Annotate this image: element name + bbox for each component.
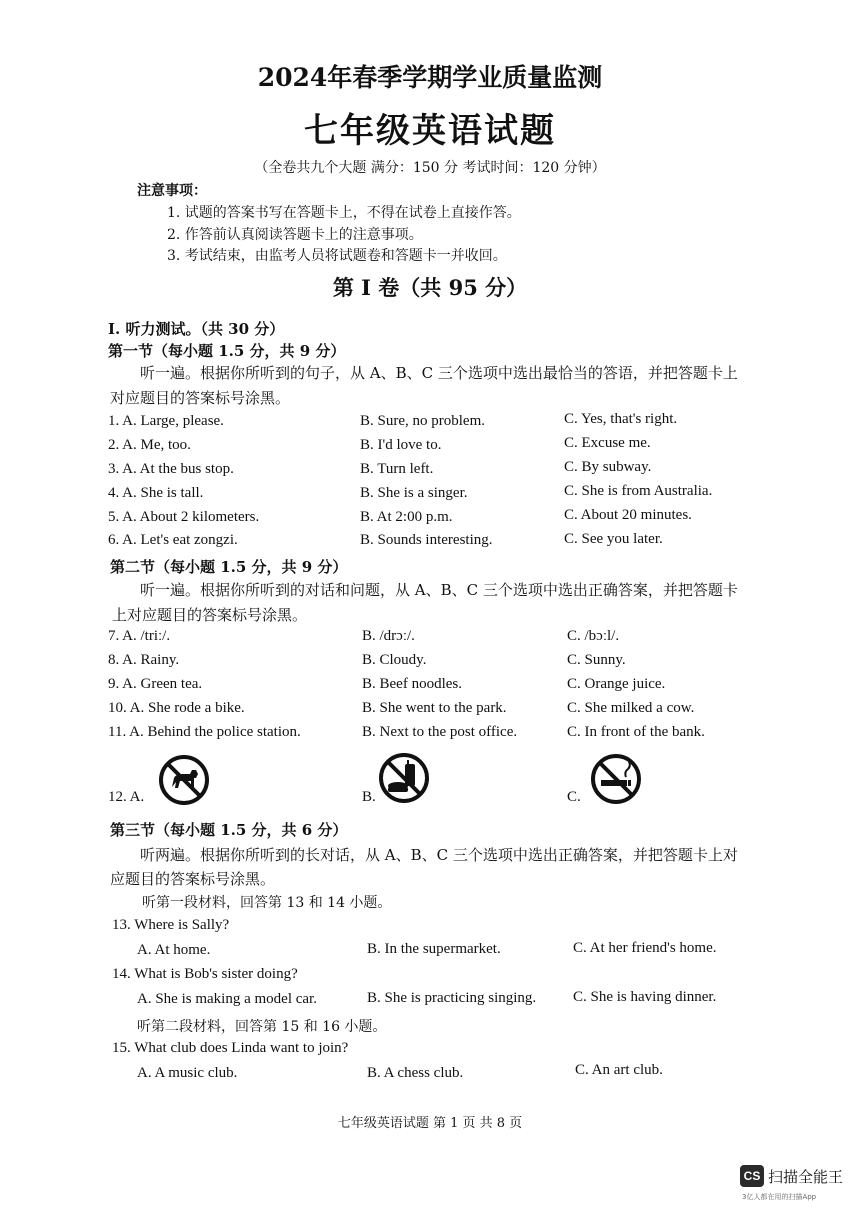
volume-title: 第 I 卷（共 95 分） (332, 275, 528, 300)
option-a: A. She is making a model car. (137, 991, 317, 1007)
option-b: B. Next to the post office. (362, 724, 518, 740)
section-heading: 第一节（每小题 1.5 分，共 9 分） (108, 342, 346, 360)
option-a: A. At home. (137, 942, 211, 958)
option-a: 6. A. Let's eat zongzi. (108, 532, 238, 548)
option-a: 7. A. /triː/. (108, 628, 171, 644)
option-b: B. Turn left. (360, 461, 434, 477)
option-a: A. A music club. (137, 1065, 238, 1081)
option-a: 5. A. About 2 kilometers. (108, 509, 260, 525)
option-b: B. Sure, no problem. (360, 413, 485, 429)
option-b: B. I'd love to. (360, 437, 442, 453)
no-dogs-sign-icon (158, 754, 210, 806)
exam-title: 2024年春季学期学业质量监测 (257, 63, 603, 92)
question-stem: 13. Where is Sally? (112, 917, 230, 933)
option-a: 8. A. Rainy. (108, 652, 180, 668)
option-c: C. Orange juice. (567, 676, 666, 692)
option-c: C. Sunny. (567, 652, 626, 668)
section-instruction: 听一遍。根据你所听到的句子，从 A、B、C 三个选项中选出最恰当的答语，并把答题卡上 (140, 364, 738, 382)
part-heading: I. 听力测试。（共 30 分） (108, 320, 285, 338)
notice-item: 2. 作答前认真阅读答题卡上的注意事项。 (167, 227, 423, 243)
notice-heading: 注意事项： (137, 183, 207, 199)
watermark-app-name: 扫描全能王 (768, 1168, 844, 1186)
option-b: B. Sounds interesting. (360, 532, 493, 548)
listening-material-note: 听第二段材料，回答第 15 和 16 小题。 (137, 1019, 387, 1035)
option-c: C. She is from Australia. (564, 483, 713, 499)
option-a: 12. A. (108, 789, 145, 805)
option-a: 1. A. Large, please. (108, 413, 224, 429)
option-b: B. Cloudy. (362, 652, 427, 668)
option-c: C. /bɔːl/. (567, 628, 620, 644)
watermark-tagline: 3亿人都在用的扫描App (742, 1193, 817, 1201)
option-a: 3. A. At the bus stop. (108, 461, 234, 477)
section-heading: 第三节（每小题 1.5 分，共 6 分） (110, 821, 348, 839)
option-c: C. In front of the bank. (567, 724, 705, 740)
camscanner-logo-icon: CS (740, 1165, 764, 1187)
question-stem: 15. What club does Linda want to join? (112, 1040, 349, 1056)
option-b: B. A chess club. (367, 1065, 464, 1081)
notice-item: 1. 试题的答案书写在答题卡上，不得在试卷上直接作答。 (167, 205, 521, 221)
option-a: 11. A. Behind the police station. (108, 724, 301, 740)
exam-subject-title: 七年级英语试题 (304, 111, 556, 151)
option-a: 10. A. She rode a bike. (108, 700, 245, 716)
section-instruction: 上对应题目的答案标号涂黑。 (112, 606, 308, 624)
exam-info: （全卷共九个大题 满分：150 分 考试时间：120 分钟） (254, 160, 606, 176)
option-c: C. At her friend's home. (573, 940, 717, 956)
section-heading: 第二节（每小题 1.5 分，共 9 分） (110, 558, 348, 576)
option-c: C. See you later. (564, 531, 663, 547)
option-c: C. About 20 minutes. (564, 507, 692, 523)
option-b: B. She is practicing singing. (367, 990, 537, 1006)
notice-item: 3. 考试结束，由监考人员将试题卷和答题卡一并收回。 (167, 248, 507, 264)
option-c: C. Excuse me. (564, 435, 651, 451)
option-c: C. By subway. (564, 459, 652, 475)
option-b: B. Beef noodles. (362, 676, 462, 692)
option-c: C. (567, 789, 581, 805)
option-b: B. (362, 789, 376, 805)
option-c: C. She is having dinner. (573, 989, 717, 1005)
section-instruction: 应题目的答案标号涂黑。 (110, 870, 276, 888)
option-b: B. In the supermarket. (367, 941, 501, 957)
option-c: C. An art club. (575, 1062, 663, 1078)
option-c: C. She milked a cow. (567, 700, 695, 716)
option-a: 4. A. She is tall. (108, 485, 204, 501)
no-food-drink-sign-icon (378, 752, 430, 804)
section-instruction: 对应题目的答案标号涂黑。 (110, 389, 291, 407)
option-b: B. She is a singer. (360, 485, 468, 501)
listening-material-note: 听第一段材料，回答第 13 和 14 小题。 (142, 895, 392, 911)
option-b: B. She went to the park. (362, 700, 507, 716)
option-c: C. Yes, that's right. (564, 411, 678, 427)
no-smoking-sign-icon (590, 753, 642, 805)
option-a: 2. A. Me, too. (108, 437, 191, 453)
section-instruction: 听一遍。根据你所听到的对话和问题，从 A、B、C 三个选项中选出正确答案，并把答题卡 (140, 581, 738, 599)
page-footer: 七年级英语试题 第 1 页 共 8 页 (337, 1116, 523, 1131)
option-b: B. /drɔː/. (362, 628, 415, 644)
option-a: 9. A. Green tea. (108, 676, 203, 692)
section-instruction: 听两遍。根据你所听到的长对话，从 A、B、C 三个选项中选出正确答案，并把答题卡上对 (140, 846, 738, 864)
question-stem: 14. What is Bob's sister doing? (112, 966, 298, 982)
option-b: B. At 2:00 p.m. (360, 509, 453, 525)
